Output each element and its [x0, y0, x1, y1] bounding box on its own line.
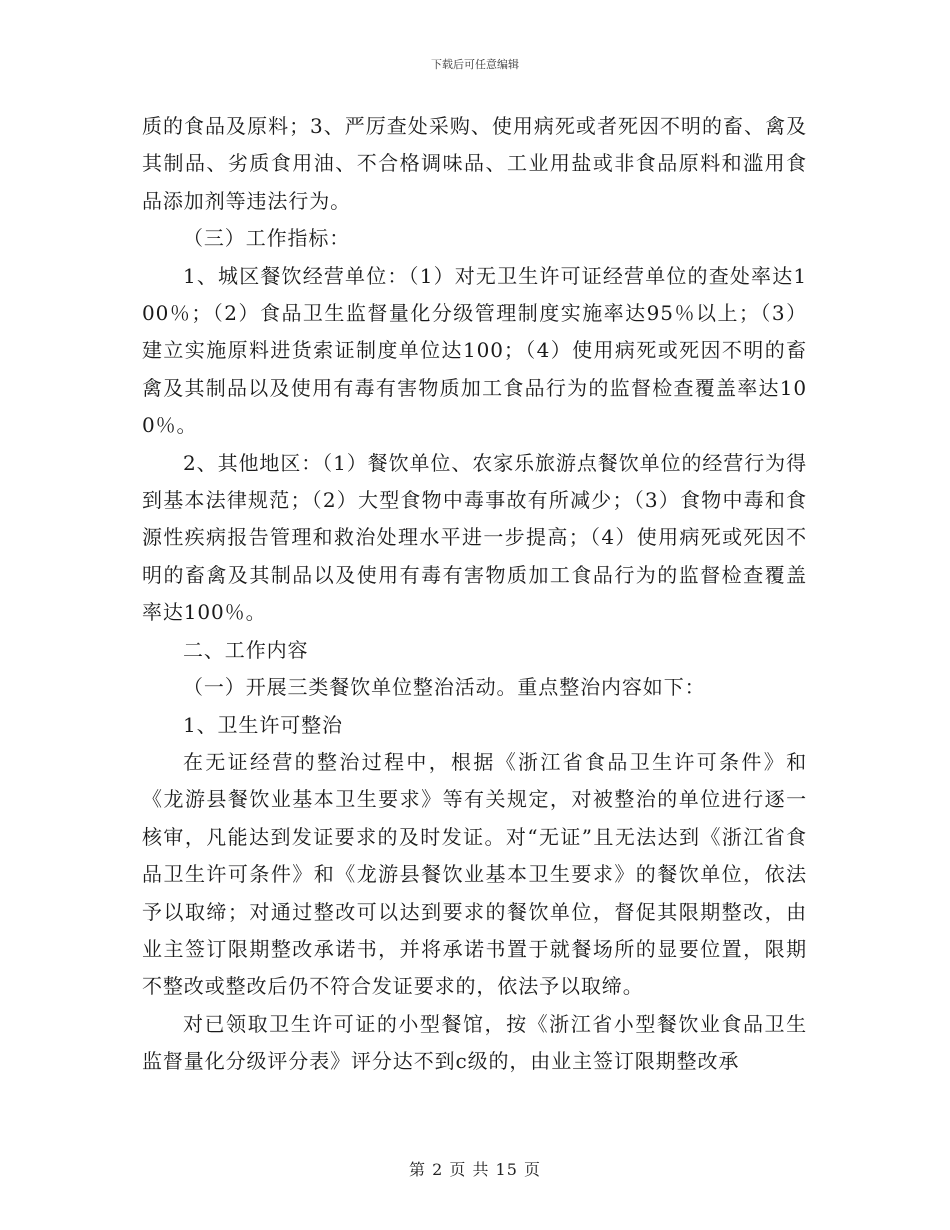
- heading-license-rectification: 1、卫生许可整治: [183, 712, 343, 737]
- header-note: 下载后可任意编辑: [431, 58, 519, 71]
- document-body: [142, 108, 807, 1081]
- paragraph-unlicensed-rectification: 在无证经营的整治过程中，根据《浙江省食品卫生许可条件》和《龙游县餐饮业基本卫生要求》等有关规定，对被整治的单位进行逐一核审，凡能达到发证要求的及时发证。对“无证”且无法达到《浙江省食品卫生许可条件》和《龙游县餐饮业基本卫生要求》的餐饮单位，依法予以取缔；对通过整改可以达到要求的餐饮单位，督促其限期整改，由业主签订限期整改承诺书，并将承诺书置于就餐场所的显要位置，限期不整改或整改后仍不符合发证要求的，依法予以取缔。: [142, 749, 807, 999]
- heading-rectification-activity: （一）开展三类餐饮单位整治活动。重点整治内容如下：: [183, 675, 706, 700]
- page-number-footer: 第 2 页 共 15 页: [409, 1160, 541, 1179]
- heading-work-indicators: （三）工作指标：: [183, 226, 351, 251]
- paragraph-small-restaurants: 对已领取卫生许可证的小型餐馆，按《浙江省小型餐饮业食品卫生监督量化分级评分表》评分达不到c级的，由业主签订限期整改承: [142, 1011, 807, 1074]
- paragraph-other-area-indicators: 2、其他地区：（1）餐饮单位、农家乐旅游点餐饮单位的经营行为得到基本法律规范；（2）大型食物中毒事故有所减少；（3）食物中毒和食源性疾病报告管理和救治处理水平进一步提高；（4）使用病死或死因不明的畜禽及其制品以及使用有毒有害物质加工食品行为的监督检查覆盖率达100％。: [142, 450, 807, 625]
- heading-work-content: 二、工作内容: [183, 637, 309, 662]
- paragraph-continuation: 质的食品及原料；3、严厉查处采购、使用病死或者死因不明的畜、禽及其制品、劣质食用油、不合格调味品、工业用盐或非食品原料和滥用食品添加剂等违法行为。: [142, 114, 807, 213]
- paragraph-urban-indicators: 1、城区餐饮经营单位：（1）对无卫生许可证经营单位的查处率达100％；（2）食品卫生监督量化分级管理制度实施率达95％以上；（3）建立实施原料进货索证制度单位达100；（4）使用病死或死因不明的畜禽及其制品以及使用有毒有害物质加工食品行为的监督检查覆盖率达100％。: [142, 263, 807, 438]
